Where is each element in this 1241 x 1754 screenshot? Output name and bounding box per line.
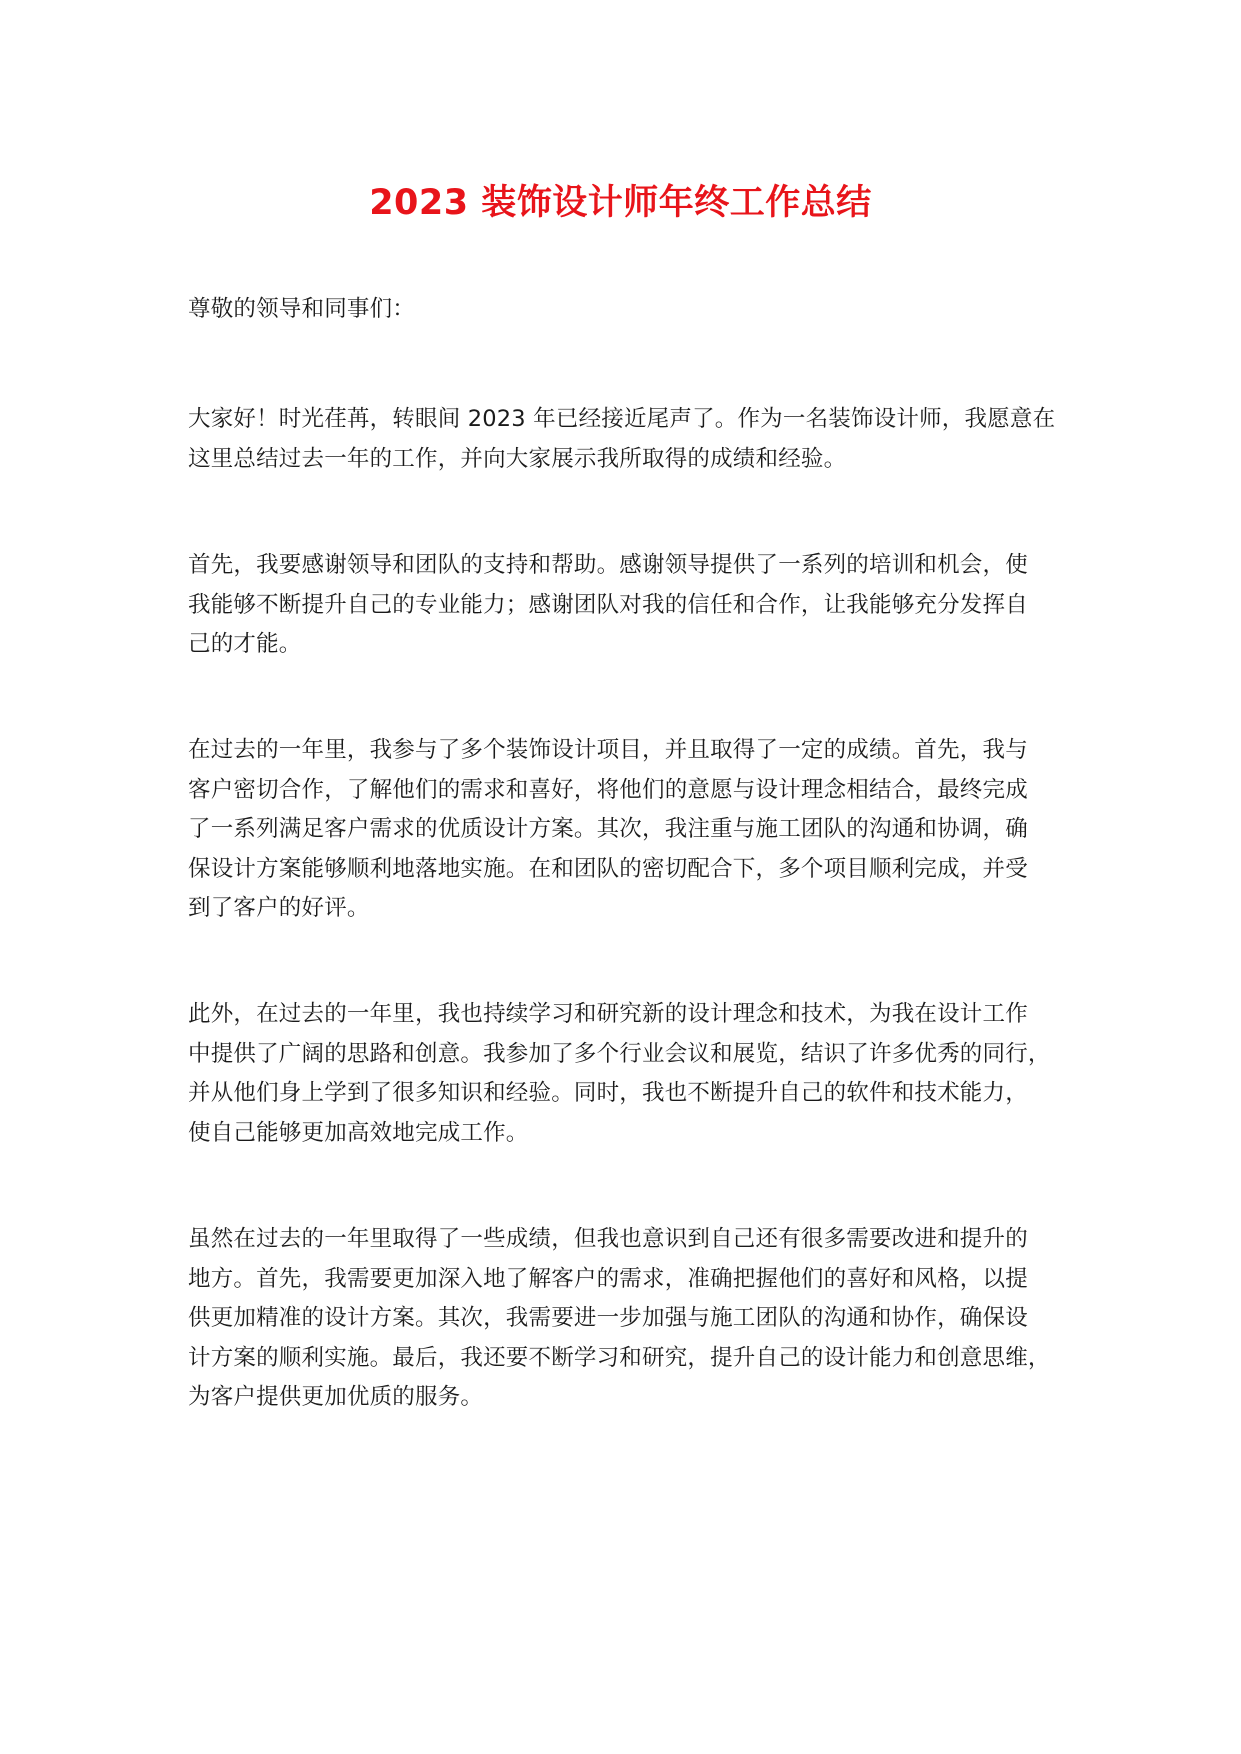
improvement-paragraph [188, 1220, 1083, 1418]
document-title: 2023 装饰设计师年终工作总结 [369, 183, 872, 223]
paragraph-line: 保设计方案能够顺利地落地实施。在和团队的密切配合下，多个项目顺利完成，并受 [188, 855, 1028, 882]
achievements-paragraph [188, 731, 1083, 929]
greeting-paragraph [188, 400, 1083, 479]
paragraph-line: 中提供了广阔的思路和创意。我参加了多个行业会议和展览，结识了许多优秀的同行， [188, 1040, 1051, 1067]
paragraph-line: 地方。首先，我需要更加深入地了解客户的需求，准确把握他们的喜好和风格，以提 [188, 1265, 1028, 1292]
paragraph-line: 计方案的顺利实施。最后，我还要不断学习和研究，提升自己的设计能力和创意思维， [188, 1344, 1051, 1371]
paragraph-line: 此外，在过去的一年里，我也持续学习和研究新的设计理念和技术，为我在设计工作 [188, 1001, 1028, 1027]
thanks-paragraph [188, 546, 1083, 665]
learning-paragraph [188, 995, 1083, 1153]
paragraph-line: 尊敬的领导和同事们： [188, 296, 416, 322]
paragraph-line: 了一系列满足客户需求的优质设计方案。其次，我注重与施工团队的沟通和协调，确 [188, 816, 1028, 842]
paragraph-line: 到了客户的好评。 [188, 895, 370, 921]
paragraph-line: 在过去的一年里，我参与了多个装饰设计项目，并且取得了一定的成绩。首先，我与 [188, 737, 1028, 763]
paragraph-line: 己的才能。 [188, 631, 302, 657]
salutation-paragraph [188, 290, 1083, 330]
paragraph-line: 使自己能够更加高效地完成工作。 [188, 1119, 529, 1146]
paragraph-line: 客户密切合作，了解他们的需求和喜好，将他们的意愿与设计理念相结合，最终完成 [188, 776, 1028, 803]
paragraph-line: 我能够不断提升自己的专业能力；感谢团队对我的信任和合作，让我能够充分发挥自 [188, 591, 1028, 618]
paragraph-line: 并从他们身上学到了很多知识和经验。同时，我也不断提升自己的软件和技术能力， [188, 1080, 1028, 1106]
paragraph-line: 供更加精准的设计方案。其次，我需要进一步加强与施工团队的沟通和协作，确保设 [188, 1305, 1028, 1331]
paragraph-line: 首先，我要感谢领导和团队的支持和帮助。感谢领导提供了一系列的培训和机会，使 [188, 552, 1028, 578]
paragraph-line: 大家好！时光荏苒，转眼间 2023 年已经接近尾声了。作为一名装饰设计师，我愿意在 [188, 406, 1056, 432]
paragraph-line: 虽然在过去的一年里取得了一些成绩，但我也意识到自己还有很多需要改进和提升的 [188, 1226, 1028, 1252]
paragraph-line: 为客户提供更加优质的服务。 [188, 1384, 484, 1410]
paragraph-line: 这里总结过去一年的工作，并向大家展示我所取得的成绩和经验。 [188, 445, 847, 472]
